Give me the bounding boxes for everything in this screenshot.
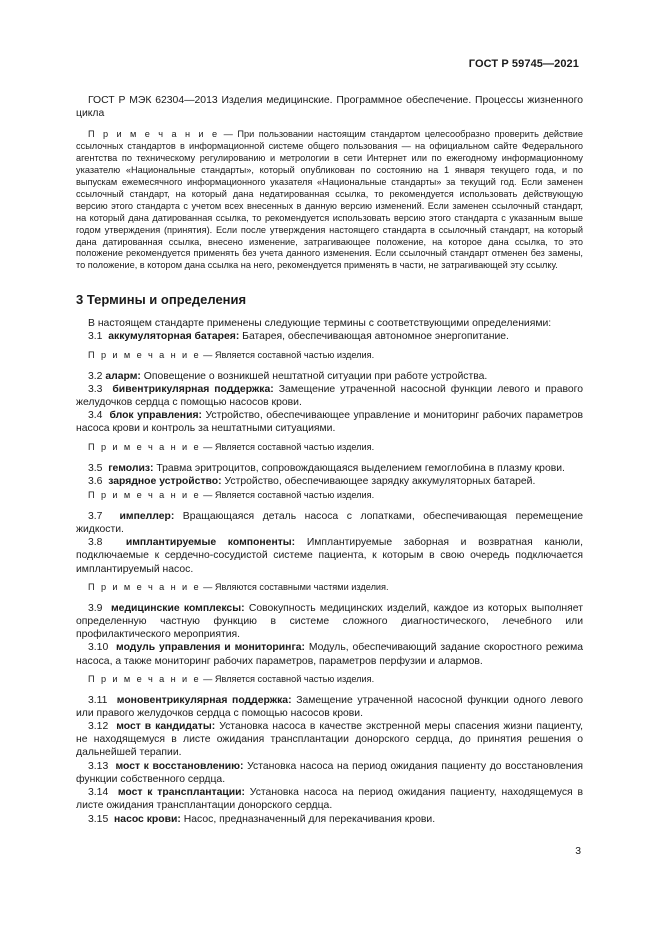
- term-entry-3-10: [76, 641, 583, 667]
- term-name: медицинские комплексы:: [110, 602, 245, 614]
- term-definition: Батарея, обеспечивающая автономное энергопитание.: [239, 331, 509, 343]
- note-label: П р и м е ч а н и е: [88, 581, 201, 592]
- term-entry-3-11: [76, 694, 583, 720]
- term-number: 3.13: [88, 760, 109, 772]
- term-name: насос крови:: [114, 813, 181, 825]
- page-number: 3: [575, 846, 581, 857]
- note-label: П р и м е ч а н и е: [88, 489, 201, 500]
- term-definition: Модуль, обеспечивающий задание скоростного режима насоса, а также мониторинг рабочих параметров, параметров перфузии и алармов.: [76, 642, 583, 667]
- term-name: гемолиз:: [108, 462, 154, 474]
- term-name: моновентрикулярная поддержка:: [116, 694, 292, 706]
- note-text: — Является составной частью изделия.: [200, 489, 375, 500]
- note-text: — Является составной частью изделия.: [200, 441, 375, 452]
- term-number: 3.11: [88, 694, 108, 706]
- term-entry-3-15: [76, 813, 583, 826]
- term-entry-3-14: [76, 786, 583, 812]
- term-note-3-8: [76, 582, 583, 594]
- term-number: 3.10: [88, 642, 109, 654]
- term-number: 3.4: [88, 410, 103, 422]
- term-name: аккумуляторная батарея:: [108, 331, 240, 343]
- term-note-3-10: [76, 674, 583, 686]
- term-entry-3-7: [76, 510, 583, 536]
- note-label: П р и м е ч а н и е: [88, 129, 219, 140]
- term-definition: Травма эритроцитов, сопровождающаяся выделением гемоглобина в плазму крови.: [153, 462, 565, 474]
- term-definition: Имплантируемые заборная и возвратная канюли, подключаемые к сердечно-сосудистой системе пациента, к которым в свою очередь подключается имплантируемый насос.: [76, 537, 583, 575]
- term-definition: Насос, предназначенный для перекачивания крови.: [180, 813, 436, 825]
- term-number: 3.3: [88, 383, 103, 395]
- term-definition: Устройство, обеспечивающее зарядку аккумуляторных батарей.: [221, 475, 536, 487]
- term-name: модуль управления и мониторинга:: [116, 642, 306, 654]
- term-number: 3.15: [88, 813, 109, 825]
- term-number: 3.12: [88, 721, 109, 733]
- standard-code: ГОСТ Р 59745—2021: [468, 58, 579, 70]
- term-entry-3-1: [76, 330, 583, 343]
- term-name: зарядное устройство:: [108, 475, 222, 487]
- note-label: П р и м е ч а н и е: [88, 349, 201, 360]
- term-name: мост к трансплантации:: [117, 787, 245, 799]
- term-number: 3.1: [88, 331, 103, 343]
- term-note-3-6: [76, 490, 583, 502]
- term-name: импеллер:: [119, 510, 175, 522]
- section-title: 3 Термины и определения: [76, 292, 247, 308]
- term-number: 3.6: [88, 475, 103, 487]
- term-note-3-1: [76, 350, 583, 362]
- term-entry-3-6: [76, 475, 583, 488]
- term-definition: Оповещение о возникшей нештатной ситуации при работе устройства.: [140, 370, 488, 382]
- term-name: имплантируемые компоненты:: [125, 537, 296, 549]
- note-text: — При пользовании настоящим стандартом целесообразно проверить действие ссылочных стандартов в информационной системе общего пользования — на официальном сайте Федерального агентства по техническому регулированию и метрологии в сети Интернет или по ежегодному информационному указателю «Национальные стандарты», который опубликован по состоянию на 1 января текущего года, и по выпускам ежемесячного информационного указателя «Национальные стандарты» за текущий год. Если заменен ссылочный стандарт, на который дана недатированная ссылка, то рекомендуется использовать действующую версию этого стандарта с учетом всех внесенных в данную версию изменений. Если заменен ссылочный стандарт, на который дана датированная ссылка, то рекомендуется использовать версию этого стандарта с указанным выше годом утверждения (принятия). Если после утверждения настоящего стандарта в ссылочный стандарт, на который дана датированная ссылка, внесено изменение, затрагивающее положение, на которое дана ссылка, то это положение рекомендуется применять без учета данного изменения. Если ссылочный стандарт отменен без замены, то положение, в котором дана ссылка на него, рекомендуется применять в части, не затрагивающей эту ссылку.: [76, 129, 583, 271]
- term-entry-3-4: [76, 409, 583, 435]
- term-definition: Установка насоса на период ожидания пациенту, находящемуся в листе ожидания трансплантации донорского сердца.: [76, 787, 584, 812]
- page-content: [76, 94, 583, 826]
- term-definition: Устройство, обеспечивающее управление и мониторинг рабочих параметров насоса крови и контроль за нештатными ситуациями.: [76, 410, 583, 435]
- term-number: 3.7: [88, 510, 103, 522]
- term-name: бивентрикулярная поддержка:: [112, 383, 274, 395]
- term-definition: Вращающаяся деталь насоса с лопатками, обеспечивающая перемещение жидкости.: [76, 510, 583, 536]
- term-number: 3.8: [88, 537, 103, 549]
- section-intro: В настоящем стандарте применены следующие термины с соответствующими определениями:: [88, 318, 552, 330]
- term-entry-3-5: [76, 462, 583, 475]
- term-number: 3.14: [88, 787, 109, 799]
- reference-entry: ГОСТ Р МЭК 62304—2013 Изделия медицинские. Программное обеспечение. Процессы жизненного цикла: [76, 95, 583, 120]
- term-definition: Установка насоса в качестве экстренной меры спасения жизни пациенту, не находящемуся в листе ожидания трансплантации донорского сердца, до принятия решения о дальнейшей терапии.: [76, 721, 584, 759]
- term-definition: Установка насоса на период ожидания пациенту до восстановления функции собственного сердца.: [76, 760, 583, 785]
- references-note: [76, 129, 583, 272]
- note-label: П р и м е ч а н и е: [88, 673, 201, 684]
- term-entry-3-8: [76, 536, 583, 576]
- term-note-3-4: [76, 442, 583, 454]
- term-name: аларм:: [105, 370, 141, 382]
- term-number: 3.9: [88, 602, 103, 614]
- term-definition: Совокупность медицинских изделий, каждое из которых выполняет определенную частную функцию в системе сложного диагностического, лечебного или профилактического мероприятия.: [76, 602, 583, 641]
- term-number: 3.5: [88, 462, 103, 474]
- note-text: — Является составной частью изделия.: [200, 673, 375, 684]
- note-label: П р и м е ч а н и е: [88, 441, 201, 452]
- term-name: блок управления:: [109, 410, 202, 422]
- term-entry-3-2: [76, 370, 583, 383]
- term-name: мост в кандидаты:: [116, 721, 216, 733]
- note-text: — Являются составными частями изделия.: [200, 581, 389, 592]
- term-entry-3-9: [76, 602, 583, 642]
- term-number: 3.2: [88, 370, 103, 382]
- term-definition: Замещение утраченной насосной функции левого и правого желудочков сердца с помощью насосов крови.: [76, 383, 583, 408]
- term-entry-3-13: [76, 760, 583, 786]
- term-entry-3-3: [76, 383, 583, 409]
- term-name: мост к восстановлению:: [115, 760, 244, 772]
- term-definition: Замещение утраченной насосной функции одного левого или правого желудочков сердца с помощью насосов крови.: [76, 694, 583, 719]
- term-entry-3-12: [76, 720, 583, 760]
- note-text: — Является составной частью изделия.: [200, 349, 375, 360]
